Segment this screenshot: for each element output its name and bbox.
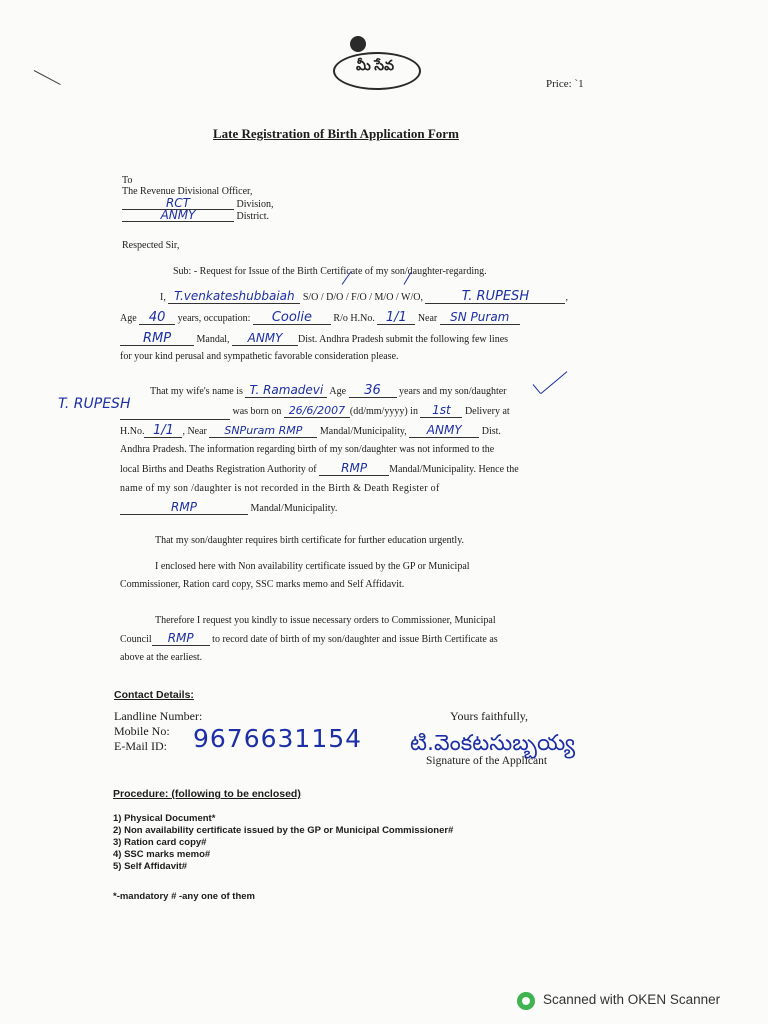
authority-value: RMP [319, 462, 389, 476]
near2-mandal: RMP [278, 424, 303, 437]
mandal-value: RMP [120, 332, 194, 346]
address-officer: The Revenue Divisional Officer, [122, 186, 253, 197]
delivery-label: Delivery at [464, 406, 510, 417]
procedure-item: 5) Self Affidavit# [113, 861, 188, 872]
para5-line1: Therefore I request you kindly to issue necessary orders to Commissioner, Municipal [155, 615, 496, 626]
register-value: RMP [120, 501, 248, 515]
occupation-label: years, occupation: [177, 313, 251, 324]
price-label: Price: `1 [546, 78, 584, 90]
years-son-label: years and my son/daughter [399, 386, 507, 397]
hno2-label: H.No. [120, 426, 145, 437]
near2-value [209, 424, 317, 438]
para1-line3 [120, 332, 508, 347]
para2-line3 [120, 424, 501, 439]
age-label: Age [120, 313, 137, 324]
applicant-name-value: T.venkateshubbaiah [168, 290, 300, 304]
para2-line5 [120, 462, 519, 477]
dist-value: ANMY [232, 332, 298, 346]
para5-line2 [120, 632, 498, 647]
wife-label: That my wife's name is [150, 386, 243, 397]
age-value: 40 [139, 311, 175, 325]
meeseva-logo-icon [350, 36, 366, 52]
near2-place: SNPuram [224, 424, 276, 437]
mandal-muni-label: Mandal/Municipality, [319, 426, 407, 437]
subject-line: Sub: - Request for Issue of the Birth Certificate of my son/daughter-regarding. [173, 266, 487, 277]
procedure-item: 1) Physical Document* [113, 813, 216, 824]
council-label: Council [120, 634, 152, 645]
procedure-item: 3) Ration card copy# [113, 837, 207, 848]
scanner-watermark: Scanned with OKEN Scanner [543, 992, 721, 1007]
dist2-label: Dist. [481, 426, 501, 437]
scanner-logo-icon [517, 992, 535, 1010]
procedure-note: *-mandatory # -any one of them [113, 891, 255, 902]
signature-label: Signature of the Applicant [426, 755, 548, 767]
authority-tail: Mandal/Municipality. Hence the [389, 464, 519, 475]
near2-label: , Near [182, 426, 207, 437]
email-label: E-Mail ID: [114, 739, 167, 753]
district-label: District. [236, 211, 269, 222]
relation-label: S/O / D/O / F/O / M/O / W/O, [302, 292, 423, 303]
para5-line3: above at the earliest. [120, 652, 203, 663]
procedure-item: 2) Non availability certificate issued by the GP or Municipal Commissioner# [113, 825, 454, 836]
para1-line4: for your kind perusal and sympathetic favorable consideration please. [120, 351, 399, 362]
para2-line1 [150, 384, 507, 399]
district-value: ANMY [122, 209, 234, 222]
mobile-value: 9676631154 [193, 724, 363, 753]
logo-text: మీ సేవ [355, 59, 395, 74]
mobile-label: Mobile No: [114, 724, 170, 738]
wife-age-value: 36 [349, 384, 397, 398]
occupation-value: Coolie [253, 311, 331, 325]
council-value: RMP [152, 632, 210, 646]
para2-line4: Andhra Pradesh. The information regarding birth of my son/daughter was not informed to the [120, 444, 495, 455]
council-tail: to record date of birth of my son/daughter and issue Birth Certificate as [212, 634, 498, 645]
address-district-line [122, 209, 269, 224]
dist-text: Dist. Andhra Pradesh submit the following few lines [298, 334, 509, 345]
register-tail: Mandal/Municipality. [250, 503, 338, 514]
relation-name-value: T. RUPESH [425, 290, 565, 304]
authority-label: local Births and Deaths Registration Authority of [120, 464, 317, 475]
para3: That my son/daughter requires birth certificate for further education urgently. [155, 535, 465, 546]
near-value: SN Puram [440, 311, 520, 325]
delivery-value: 1st [420, 404, 462, 418]
ro-hno-label: R/o H.No. [333, 313, 375, 324]
para4-line1: I enclosed here with Non availability certificate issued by the GP or Municipal [155, 561, 470, 572]
form-title: Late Registration of Birth Application Form [213, 126, 459, 141]
dob-value: 26/6/2007 [284, 404, 350, 418]
para2-line7 [120, 501, 337, 516]
dist2-value: ANMY [409, 424, 479, 438]
para1-i: I, [160, 292, 166, 303]
wife-age-label: Age [329, 386, 347, 397]
procedure-heading: Procedure: (following to be enclosed) [113, 788, 301, 800]
child-name-value: T. RUPESH [58, 396, 131, 412]
para2-line2 [120, 404, 510, 420]
para1-line2 [120, 311, 520, 326]
dob-format-label: (dd/mm/yyyy) in [349, 406, 418, 417]
address-to: To [122, 175, 133, 186]
para1-line1: I, T.venkateshubbaiah S/O / D/O / F/O / M/O / W/O, T. RUPESH , [160, 289, 568, 304]
division-label: Division, [236, 199, 274, 210]
procedure-item: 4) SSC marks memo# [113, 849, 211, 860]
contact-heading: Contact Details: [114, 689, 194, 701]
checkmark-stroke [541, 371, 568, 394]
landline-label: Landline Number: [114, 709, 203, 723]
stray-pen-mark [34, 70, 61, 85]
yours-faithfully: Yours faithfully, [450, 709, 529, 723]
division-value: RCT [122, 197, 234, 210]
para4-line2: Commissioner, Ration card copy, SSC marks memo and Self Affidavit. [120, 579, 405, 590]
hno-value: 1/1 [377, 311, 415, 325]
mandal-label: Mandal, [196, 334, 230, 345]
para2-line6: name of my son /daughter is not recorded in the Birth & Death Register of [120, 483, 440, 494]
born-on-label: was born on [232, 406, 282, 417]
signature-value: టి.వెంకటసుబ్బయ్య [410, 731, 576, 756]
near-label: Near [417, 313, 438, 324]
hno2-value: 1/1 [144, 424, 182, 438]
wife-name-value: T. Ramadevi [245, 384, 327, 398]
salutation: Respected Sir, [122, 240, 180, 251]
